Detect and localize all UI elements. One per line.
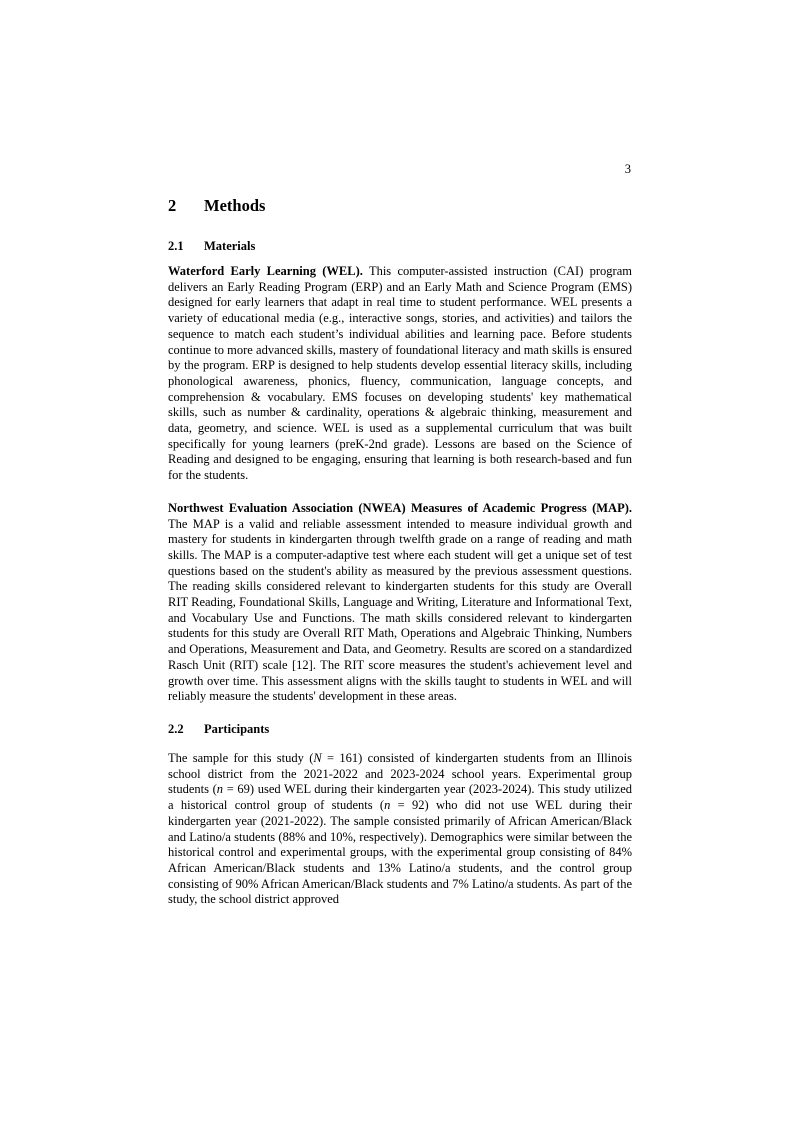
italic-symbol: N — [313, 750, 322, 765]
section-title: Methods — [204, 196, 266, 215]
subsection-number: 2.2 — [168, 721, 184, 736]
paragraph-wel — [168, 264, 632, 484]
page-content — [168, 196, 632, 908]
run-in-heading: Waterford Early Learning (WEL). — [168, 264, 363, 278]
paragraph-map — [168, 501, 632, 705]
paragraph-participants — [168, 751, 632, 908]
text-run: = 161) consisted of kindergarten students from an Illinois school district from the 2021-2022 and 2023-2024 school years. Experimental group students ( — [168, 750, 632, 797]
section-heading — [168, 196, 632, 216]
page-number: 3 — [624, 162, 631, 176]
subsection-title: Participants — [204, 721, 270, 736]
text-run: The sample for this study ( — [168, 750, 314, 765]
subsection-title: Materials — [204, 239, 256, 253]
text-run: = 92) who did not use WEL during their kindergarten year (2021-2022). The sample consisted primarily of African American/Black and Latino/a students (88% and 10%, respectively). Demographics were similar between the historical control and experimental groups, with the experimental group consisting of 84% African American/Black students and 13% Latino/a students, and the control group consisting of 90% African American/Black students and 7% Latino/a students. As part of the study, the school district approved — [168, 798, 632, 907]
italic-symbol: n — [384, 798, 391, 813]
italic-symbol: n — [216, 782, 224, 797]
text-run: = 69) used WEL during their kindergarten year (2023-2024). This study utilized a historical control group of students ( — [168, 782, 633, 813]
paragraph-text: This computer-assisted instruction (CAI) program delivers an Early Reading Program (ERP) and an Early Math and Science Program (EMS) designed for early learners that adapt in real time to student performance. WEL presents a variety of educational media (e.g., interactive songs, stories, and activities) and tailors the sequence to match each student’s individual abilities and learning pace. Before students continue to more advanced skills, mastery of foundational literacy and math skills is ensured by the program. ERP is designed to help students develop essential literacy skills, including phonological awareness, phonics, fluency, communication, language concepts, and comprehension & vocabulary. EMS focuses on developing students' key mathematical skills, such as number & cardinality, operations & algebraic thinking, measurement and data, geometry, and science. WEL is used as a supplemental curriculum that was built specifically for young learners (preK-2nd grade). Lessons are based on the Science of Reading and designed to be engaging, ensuring that learning is both research-based and fun for the students. — [168, 264, 632, 483]
subsection-heading-materials — [168, 238, 632, 254]
subsection-number: 2.1 — [168, 239, 184, 253]
section-number: 2 — [168, 196, 177, 215]
subsection-heading-participants — [168, 721, 632, 737]
run-in-heading: Northwest Evaluation Association (NWEA) Measures of Academic Progress (MAP). — [168, 500, 632, 515]
paragraph-text: The MAP is a valid and reliable assessment intended to measure individual growth and mastery for students in kindergarten through twelfth grade on a range of reading and math skills. The MAP is a computer-adaptive test where each student will get a unique set of test questions based on the student's ability as measured by the previous assessment questions. The reading skills considered relevant to kindergarten students for this study are Overall RIT Reading, Foundational Skills, Language and Writing, Literature and Informational Text, and Vocabulary Use and Functions. The math skills considered relevant to kindergarten students for this study are Overall RIT Math, Operations and Algebraic Thinking, Numbers and Operations, Measurement and Data, and Geometry. Results are scored on a standardized Rasch Unit (RIT) scale [12]. The RIT score measures the student's achievement level and growth over time. This assessment aligns with the skills taught to students in WEL and will reliably measure the students' development in these areas. — [168, 516, 632, 704]
